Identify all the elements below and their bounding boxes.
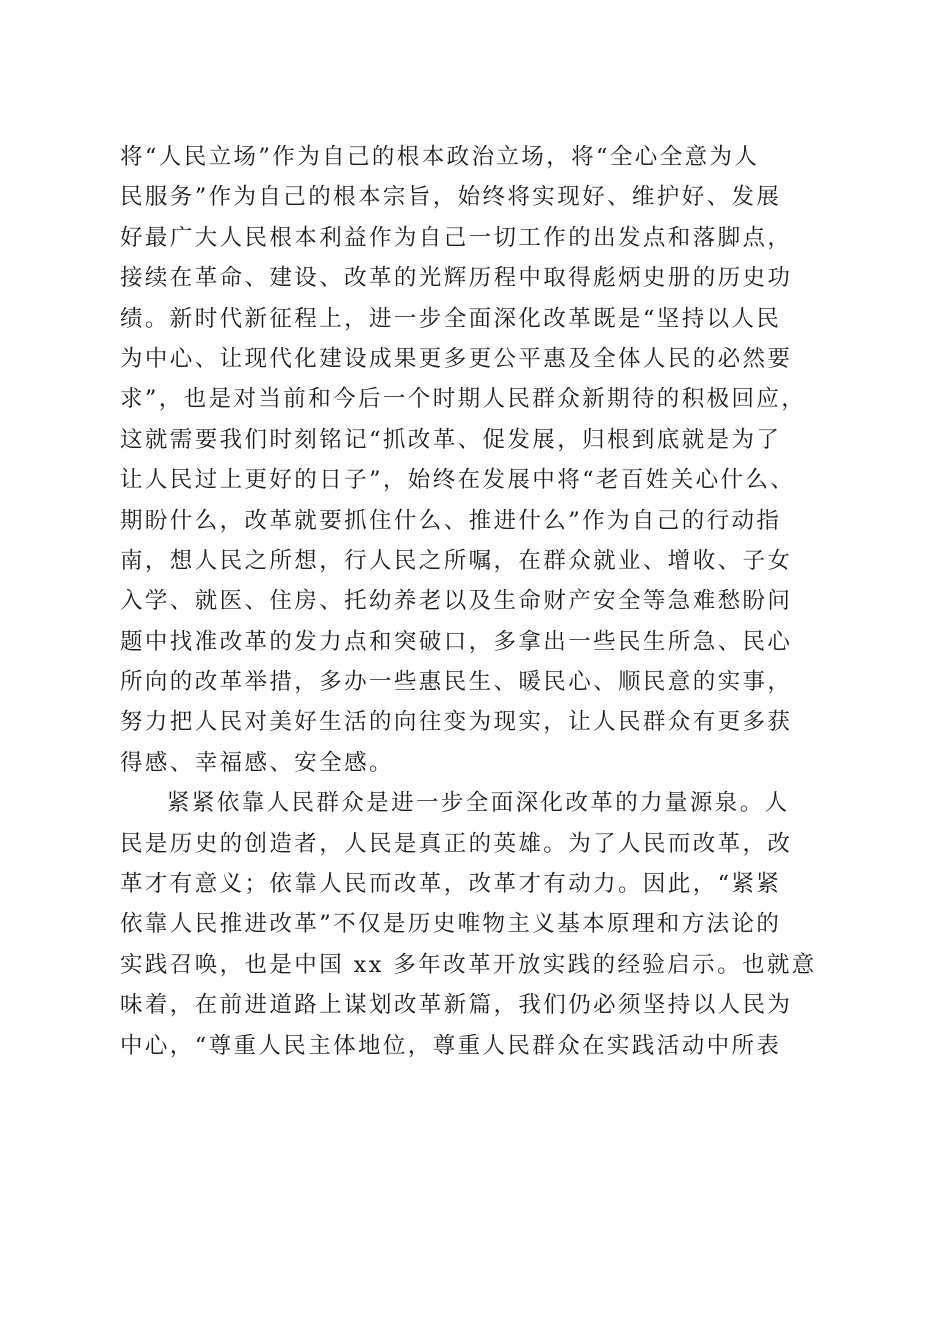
text-line: 民是历史的创造者，人民是真正的英雄。为了人民而改革，改 xyxy=(120,830,793,857)
text-line: 接续在革命、建设、改革的光辉历程中取得彪炳史册的历史功 xyxy=(120,265,793,292)
paragraph-2 xyxy=(120,783,840,1066)
text-line: 味着，在前进道路上谋划改革新篇，我们仍必须坚持以人民为 xyxy=(120,992,793,1019)
text-line: 题中找准改革的发力点和突破口，多拿出一些民生所急、民心 xyxy=(120,628,793,655)
text-line: 南，想人民之所想，行人民之所嘱，在群众就业、增收、子女 xyxy=(120,547,793,574)
text-line: 入学、就医、住房、托幼养老以及生命财产安全等急难愁盼问 xyxy=(120,588,793,615)
text-line: 紧紧依靠人民群众是进一步全面深化改革的力量源泉。人 xyxy=(167,790,790,817)
text-line: 所向的改革举措，多办一些惠民生、暖民心、顺民意的实事， xyxy=(120,669,793,696)
text-line: 得感、幸福感、安全感。 xyxy=(120,749,394,776)
body-text xyxy=(120,137,840,1066)
text-line: 为中心、让现代化建设成果更多更公平惠及全体人民的必然要 xyxy=(120,345,793,372)
text-line: 好最广大人民根本利益作为自己一切工作的出发点和落脚点， xyxy=(120,224,793,251)
paragraph-1 xyxy=(120,137,840,783)
text-line: 将“人民立场”作为自己的根本政治立场，将“全心全意为人 xyxy=(120,144,760,170)
text-line: 求”，也是对当前和今后一个时期人民群众新期待的积极回应， xyxy=(120,386,807,413)
text-line: 依靠人民推进改革”不仅是历史唯物主义基本原理和方法论的 xyxy=(120,911,782,938)
text-line: 革才有意义；依靠人民而改革，改革才有动力。因此，“紧紧 xyxy=(120,871,782,898)
text-line: 努力把人民对美好生活的向往变为现实，让人民群众有更多获 xyxy=(120,709,793,736)
text-line: 这就需要我们时刻铭记“抓改革、促发展，归根到底就是为了 xyxy=(120,426,782,453)
text-line: 民服务”作为自己的根本宗旨，始终将实现好、维护好、发展 xyxy=(120,184,782,211)
text-line: 绩。新时代新征程上，进一步全面深化改革既是“坚持以人民 xyxy=(120,305,782,332)
text-line: 期盼什么，改革就要抓住什么、推进什么”作为自己的行动指 xyxy=(120,507,782,534)
text-line: 实践召唤，也是中国 xx 多年改革开放实践的经验启示。也就意 xyxy=(120,951,817,978)
text-line: 让人民过上更好的日子”，始终在发展中将“老百姓关心什么、 xyxy=(120,467,796,494)
text-line: 中心，“尊重人民主体地位，尊重人民群众在实践活动中所表 xyxy=(120,1032,782,1059)
